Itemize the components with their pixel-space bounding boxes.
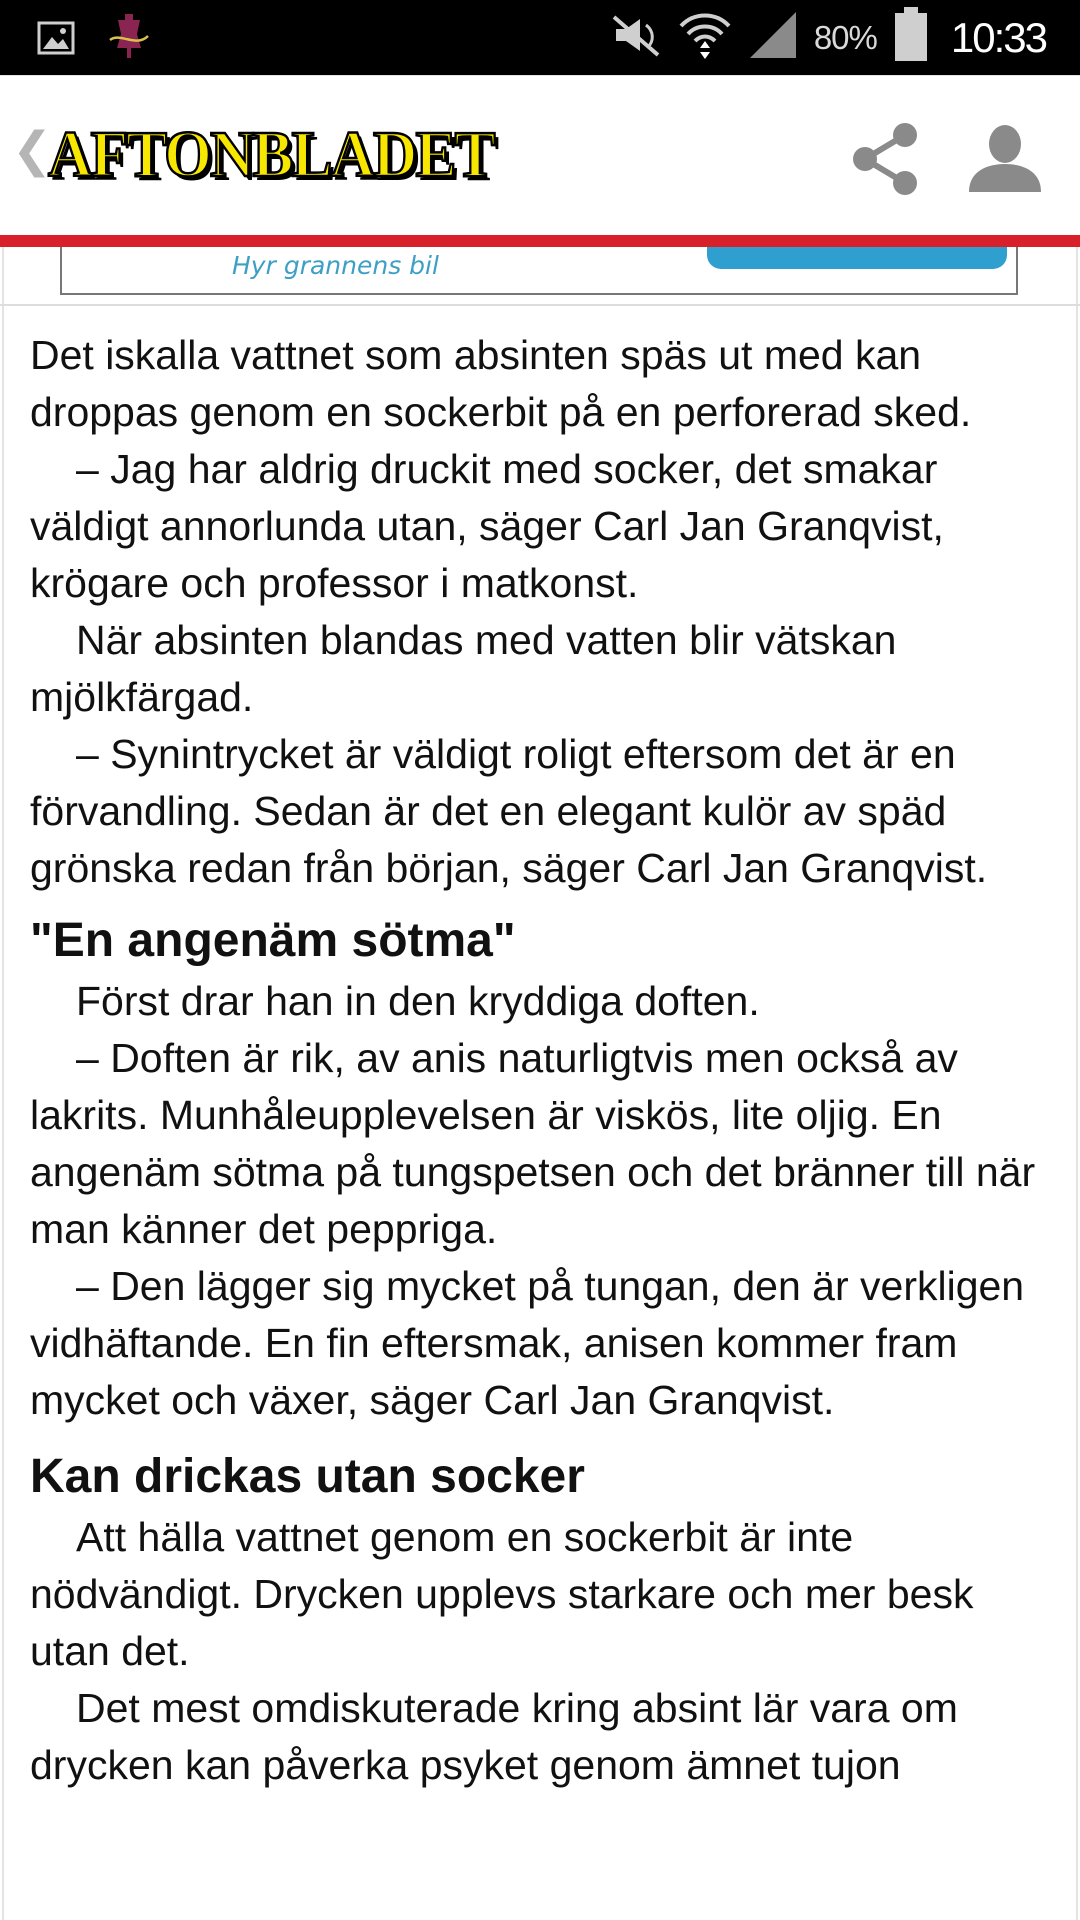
article-paragraph: Det iskalla vattnet som absinten späs ut med kan droppas genom en sockerbit på en perforerad sked. xyxy=(30,332,972,435)
header-accent-bar xyxy=(0,235,1080,247)
article-paragraph: – Den lägger sig mycket på tungan, den är verkligen vidhäftande. En fin eftersmak, anisen kommer fram mycket och växer, säger Carl Jan Granqvist. xyxy=(30,1263,1025,1423)
profile-button[interactable] xyxy=(965,120,1045,200)
battery-percent: 80% xyxy=(813,18,877,56)
left-border xyxy=(2,247,4,1920)
article-paragraph: – Synintrycket är väldigt roligt eftersom det är en förvandling. Sedan är det en elegant kulör av späd grönska redan från början, säger Carl Jan Granqvist. xyxy=(30,731,988,891)
ad-text: Hyr grannens bil xyxy=(232,251,439,280)
right-border xyxy=(1076,247,1078,1920)
section-heading: "En angenäm sötma" xyxy=(30,914,516,967)
clock: 10:33 xyxy=(950,13,1046,61)
section-heading: Kan drickas utan socker xyxy=(30,1450,585,1503)
article-paragraph: När absinten blandas med vatten blir vätskan mjölkfärgad. xyxy=(30,617,897,720)
article-paragraph: – Doften är rik, av anis naturligtvis men också av lakrits. Munhåleupplevelsen är viskös, lite oljig. En angenäm sötma på tungspetsen och det bränner till när man känner det peppriga. xyxy=(30,1035,1036,1252)
article-paragraph: Det mest omdiskuterade kring absint lär vara om drycken kan påverka psyket genom ämnet tujon xyxy=(30,1685,958,1788)
ad-button[interactable] xyxy=(707,247,1007,269)
article-body xyxy=(30,327,1060,1794)
share-icon xyxy=(845,119,925,199)
share-button[interactable] xyxy=(845,119,925,199)
ad-divider xyxy=(0,304,1080,306)
ad-banner[interactable] xyxy=(60,247,1018,295)
dress-form-icon xyxy=(106,14,152,67)
status-left-icons xyxy=(36,14,152,67)
battery-icon xyxy=(893,7,929,68)
article-paragraph: Att hälla vattnet genom en sockerbit är inte nödvändigt. Drycken upplevs starkare och mer besk utan det. xyxy=(30,1514,974,1674)
back-button[interactable]: ❮ xyxy=(12,122,53,178)
signal-icon xyxy=(748,10,798,65)
wifi-icon xyxy=(678,8,732,67)
app-header xyxy=(0,75,1080,236)
logo[interactable]: AFTONBLADET xyxy=(48,118,494,191)
gallery-icon xyxy=(36,18,76,63)
mute-icon xyxy=(610,11,662,64)
article-paragraph: Först drar han in den kryddiga doften. xyxy=(76,978,760,1024)
status-bar xyxy=(0,0,1080,75)
profile-icon xyxy=(965,120,1045,200)
article-paragraph: – Jag har aldrig druckit med socker, det smakar väldigt annorlunda utan, säger Carl Jan Granqvist, krögare och professor i matkonst. xyxy=(30,446,944,606)
status-right-icons xyxy=(610,0,1046,75)
